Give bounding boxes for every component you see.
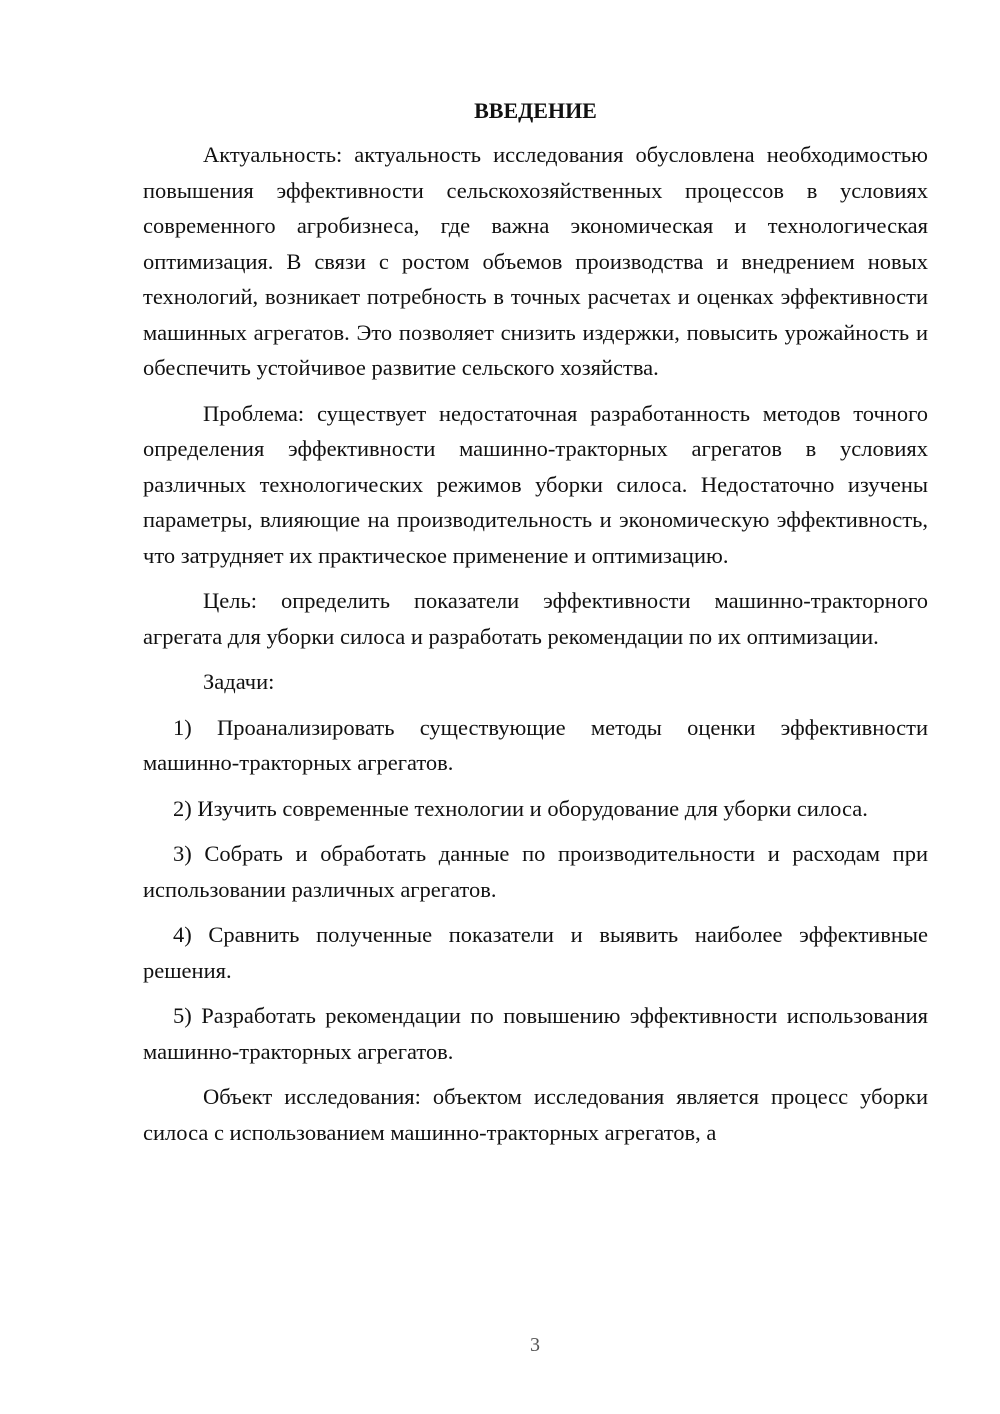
task-item-3: 3) Собрать и обработать данные по производительности и расходам при использовании различных агрегатов.	[143, 841, 928, 902]
relevance-paragraph: Актуальность: актуальность исследования обусловлена необходимостью повышения эффективности сельскохозяйственных процессов в условиях современного агробизнеса, где важна экономическая и технологическая оптимизация. В связи с ростом объемов производства и внедрением новых технологий, возникает потребность в точных расчетах и оценках эффективности машинных агрегатов. Это позволяет снизить издержки, повысить урожайность и обеспечить устойчивое развитие сельского хозяйства.	[143, 142, 928, 380]
goal-paragraph: Цель: определить показатели эффективности машинно-тракторного агрегата для уборки силоса и разработать рекомендации по их оптимизации.	[143, 588, 928, 649]
task-item-4: 4) Сравнить полученные показатели и выявить наиболее эффективные решения.	[143, 922, 928, 983]
problem-paragraph: Проблема: существует недостаточная разработанность методов точного определения эффективности машинно-тракторных агрегатов в условиях различных технологических режимов уборки силоса. Недостаточно изучены параметры, влияющие на производительность и экономическую эффективность, что затрудняет их практическое применение и оптимизацию.	[143, 400, 928, 568]
object-paragraph: Объект исследования: объектом исследования является процесс уборки силоса с использованием машинно-тракторных агрегатов, а	[143, 1084, 928, 1145]
page-number: 3	[530, 1334, 540, 1356]
task-item-1: 1) Проанализировать существующие методы оценки эффективности машинно-тракторных агрегатов.	[143, 714, 928, 775]
page-content	[143, 93, 928, 1150]
task-item-5: 5) Разработать рекомендации по повышению эффективности использования машинно-тракторных агрегатов.	[143, 1003, 928, 1064]
page-title: ВВЕДЕНИЕ	[474, 98, 597, 123]
task-item-2: 2) Изучить современные технологии и оборудование для уборки силоса.	[173, 795, 868, 821]
tasks-heading: Задачи:	[203, 669, 275, 694]
